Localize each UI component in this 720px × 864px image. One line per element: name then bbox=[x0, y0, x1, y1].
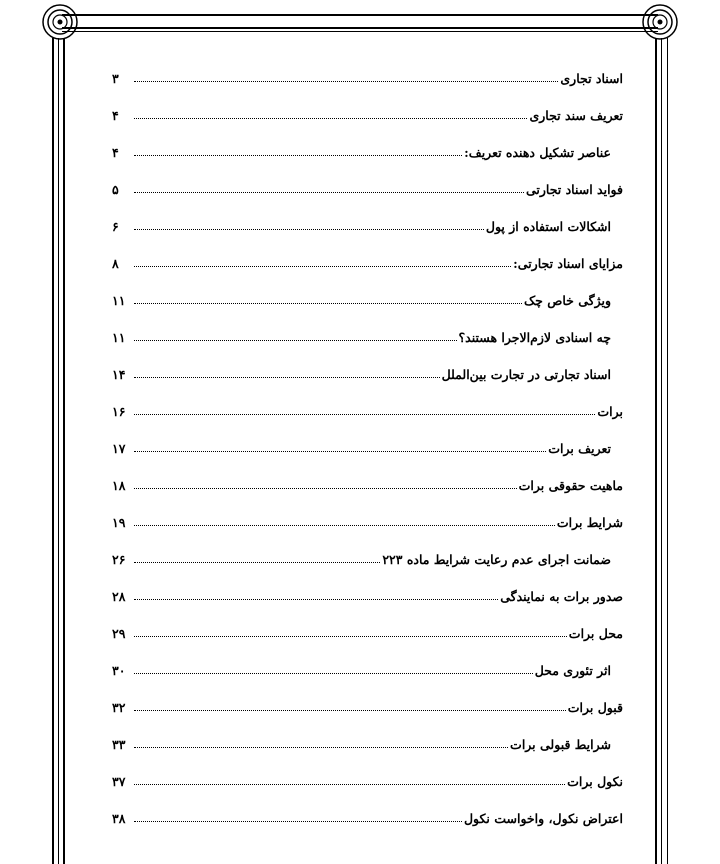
toc-entry-title: مزایای اسناد تجارتی: bbox=[513, 256, 623, 271]
toc-dot-leader bbox=[134, 451, 546, 452]
border-right-thick bbox=[655, 38, 657, 864]
toc-entry-page-number: ۶ bbox=[112, 219, 119, 234]
toc-entry bbox=[112, 767, 623, 789]
toc-dot-leader bbox=[134, 118, 527, 119]
toc-entry-title: ماهیت حقوقی برات bbox=[518, 478, 623, 493]
toc-entry-page-number: ۴ bbox=[112, 108, 119, 123]
toc-dot-leader bbox=[134, 673, 533, 674]
toc-entry-title: قبول برات bbox=[567, 700, 623, 715]
toc-entry-title: اسناد تجارتی در تجارت بین‌الملل bbox=[441, 367, 611, 382]
toc-dot-leader bbox=[134, 266, 511, 267]
toc-entry-page-number: ۲۶ bbox=[112, 552, 126, 567]
border-top-thin bbox=[62, 31, 658, 32]
toc-entry bbox=[112, 64, 623, 86]
border-left-outer bbox=[52, 38, 54, 864]
toc-entry-page-number: ۲۹ bbox=[112, 626, 126, 641]
toc-entry-title: چه اسنادی لازم‌الاجرا هستند؟ bbox=[458, 330, 611, 345]
border-left-thick bbox=[63, 38, 65, 864]
toc-dot-leader bbox=[134, 488, 517, 489]
toc-entry-page-number: ۳۸ bbox=[112, 811, 126, 826]
toc-dot-leader bbox=[134, 636, 567, 637]
toc-dot-leader bbox=[134, 340, 457, 341]
toc-entry-title: فواید اسناد تجارتی bbox=[525, 182, 623, 197]
toc-entry-title: ویژگی خاص چک bbox=[523, 293, 611, 308]
toc-entry bbox=[112, 138, 611, 160]
border-right-outer bbox=[667, 38, 669, 864]
toc-entry-title: اثر تئوری محل bbox=[534, 663, 611, 678]
toc-entry-page-number: ۴ bbox=[112, 145, 119, 160]
toc-entry-page-number: ۵ bbox=[112, 182, 119, 197]
toc-dot-leader bbox=[134, 747, 508, 748]
toc-entry bbox=[112, 582, 623, 604]
toc-entry-title: تعریف برات bbox=[548, 441, 611, 456]
border-right-inner bbox=[661, 38, 662, 864]
toc-entry-page-number: ۳۰ bbox=[112, 663, 126, 678]
toc-entry bbox=[112, 619, 623, 641]
toc-entry-page-number: ۸ bbox=[112, 256, 119, 271]
border-top-outer bbox=[62, 14, 658, 16]
toc-entry-page-number: ۳۲ bbox=[112, 700, 126, 715]
toc-entry-page-number: ۳ bbox=[112, 71, 119, 86]
toc-entry-title: تعریف سند تجاری bbox=[529, 108, 623, 123]
border-left-inner bbox=[58, 38, 59, 864]
toc-entry-page-number: ۱۸ bbox=[112, 478, 126, 493]
toc-entry bbox=[112, 101, 623, 123]
toc-dot-leader bbox=[134, 562, 380, 563]
toc-dot-leader bbox=[134, 599, 498, 600]
toc-entry bbox=[112, 286, 611, 308]
corner-ornament-icon bbox=[40, 2, 80, 42]
toc-entry bbox=[112, 397, 623, 419]
toc-entry-title: نکول برات bbox=[567, 774, 623, 789]
toc-entry-page-number: ۱۱ bbox=[112, 293, 126, 308]
toc-entry-title: شرایط قبولی برات bbox=[510, 737, 611, 752]
toc-entry bbox=[112, 249, 623, 271]
toc-entry-title: شرایط برات bbox=[556, 515, 623, 530]
toc-entry bbox=[112, 360, 611, 382]
toc-dot-leader bbox=[134, 414, 595, 415]
toc-entry-page-number: ۲۸ bbox=[112, 589, 126, 604]
toc-entry-page-number: ۱۹ bbox=[112, 515, 126, 530]
toc-entry-title: ضمانت اجرای عدم رعایت شرایط ماده ۲۲۳ bbox=[382, 552, 611, 567]
toc-dot-leader bbox=[134, 821, 462, 822]
toc-entry-title: صدور برات به نمایندگی bbox=[500, 589, 623, 604]
toc-entry-page-number: ۱۴ bbox=[112, 367, 126, 382]
toc-entry bbox=[112, 730, 611, 752]
toc-entry-title: اسناد تجاری bbox=[560, 71, 623, 86]
toc-entry bbox=[112, 212, 611, 234]
toc-entry bbox=[112, 804, 623, 826]
toc-entry bbox=[112, 175, 623, 197]
toc-entry bbox=[112, 434, 611, 456]
toc-entry bbox=[112, 508, 623, 530]
toc-dot-leader bbox=[134, 303, 522, 304]
toc-entry-page-number: ۱۱ bbox=[112, 330, 126, 345]
corner-ornament-icon bbox=[640, 2, 680, 42]
toc-entry-title: اشکالات استفاده از پول bbox=[485, 219, 611, 234]
toc-entry bbox=[112, 323, 611, 345]
toc-dot-leader bbox=[134, 710, 566, 711]
toc-entry-title: محل برات bbox=[568, 626, 623, 641]
toc-entry-page-number: ۱۶ bbox=[112, 404, 126, 419]
toc-dot-leader bbox=[134, 192, 524, 193]
toc-dot-leader bbox=[134, 81, 558, 82]
toc-entry-page-number: ۳۳ bbox=[112, 737, 126, 752]
toc-entry bbox=[112, 656, 611, 678]
toc-entry-page-number: ۳۷ bbox=[112, 774, 126, 789]
toc-dot-leader bbox=[134, 784, 565, 785]
toc-entry bbox=[112, 471, 623, 493]
toc-entry bbox=[112, 545, 611, 567]
toc-entry-title: اعتراض نکول، واخواست نکول bbox=[463, 811, 623, 826]
toc-dot-leader bbox=[134, 377, 440, 378]
toc-entry bbox=[112, 693, 623, 715]
toc-entry-title: عناصر تشکیل دهنده تعریف: bbox=[464, 145, 611, 160]
toc-dot-leader bbox=[134, 229, 484, 230]
border-top-inner bbox=[62, 27, 658, 29]
toc-dot-leader bbox=[134, 155, 462, 156]
toc-dot-leader bbox=[134, 525, 555, 526]
toc-entry-page-number: ۱۷ bbox=[112, 441, 126, 456]
toc-entry-title: برات bbox=[597, 404, 623, 419]
